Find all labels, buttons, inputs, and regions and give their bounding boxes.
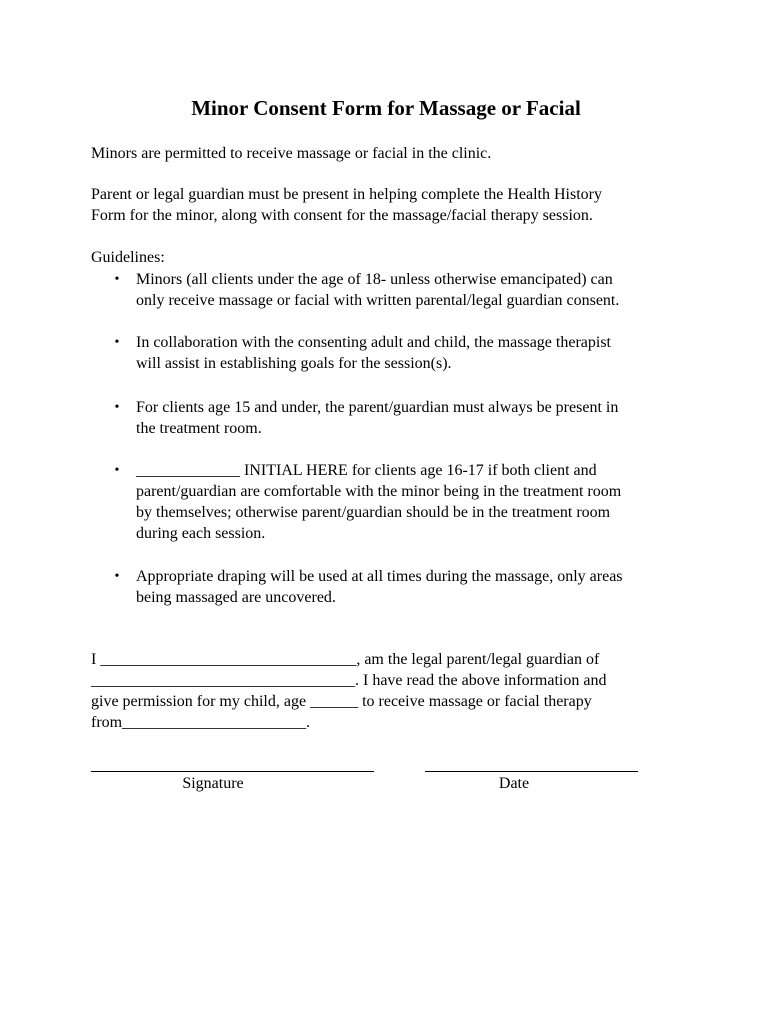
consent-line: give permission for my child, age ______ to receive massage or facial therapy <box>91 693 592 710</box>
intro-paragraph-2 <box>91 184 691 226</box>
bullet-icon: • <box>114 335 120 350</box>
guideline-item-5 <box>136 566 696 608</box>
page-title: Minor Consent Form for Massage or Facial <box>191 96 581 120</box>
guidelines-heading <box>91 247 691 268</box>
intro-paragraph-1 <box>91 143 691 164</box>
guideline-line: will assist in establishing goals for the session(s). <box>136 355 452 372</box>
guideline-item-4 <box>136 460 696 544</box>
signature-line[interactable] <box>91 771 374 772</box>
consent-line: _________________________________. I have read the above information and <box>91 672 607 689</box>
guideline-line: parent/guardian are comfortable with the minor being in the treatment room <box>136 483 622 500</box>
consent-statement <box>91 649 691 733</box>
guideline-line: only receive massage or facial with written parental/legal guardian consent. <box>136 292 620 309</box>
intro-line: Parent or legal guardian must be present in helping complete the Health History <box>91 186 602 203</box>
guideline-line: by themselves; otherwise parent/guardian should be in the treatment room <box>136 504 611 521</box>
guideline-line: during each session. <box>136 525 266 542</box>
guideline-line: Minors (all clients under the age of 18- unless otherwise emancipated) can <box>136 271 613 288</box>
date-line[interactable] <box>425 771 638 772</box>
guidelines-heading-text: Guidelines: <box>91 249 165 266</box>
guideline-line: In collaboration with the consenting adult and child, the massage therapist <box>136 334 611 351</box>
signature-label: Signature <box>182 775 244 792</box>
intro-line: Minors are permitted to receive massage or facial in the clinic. <box>91 145 492 162</box>
guideline-line: For clients age 15 and under, the parent/guardian must always be present in <box>136 399 619 416</box>
bullet-icon: • <box>114 463 120 478</box>
guideline-item-2 <box>136 332 696 374</box>
consent-line: I ________________________________, am the legal parent/legal guardian of <box>91 651 600 668</box>
guideline-item-3 <box>136 397 696 439</box>
guideline-line: _____________ INITIAL HERE for clients age 16-17 if both client and <box>136 462 597 479</box>
consent-line: from_______________________. <box>91 714 311 731</box>
guideline-item-1 <box>136 269 696 311</box>
guideline-line: Appropriate draping will be used at all times during the massage, only areas <box>136 568 623 585</box>
bullet-icon: • <box>114 272 120 287</box>
guideline-line: being massaged are uncovered. <box>136 589 336 606</box>
intro-line: Form for the minor, along with consent for the massage/facial therapy session. <box>91 207 593 224</box>
bullet-icon: • <box>114 569 120 584</box>
date-label: Date <box>498 775 530 792</box>
guideline-line: the treatment room. <box>136 420 262 437</box>
bullet-icon: • <box>114 400 120 415</box>
